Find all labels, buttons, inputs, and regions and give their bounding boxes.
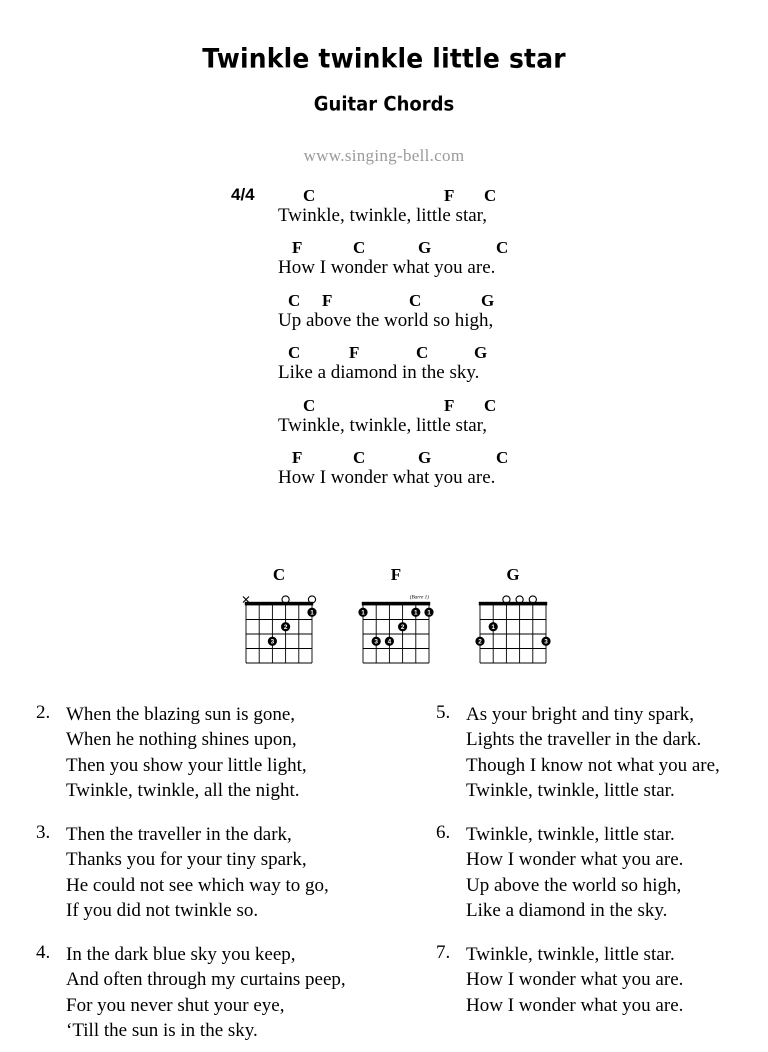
chord-label: C bbox=[303, 395, 316, 415]
page-subtitle: Guitar Chords bbox=[313, 93, 455, 116]
chord-label: C bbox=[409, 290, 422, 310]
chord-diagram-row bbox=[0, 566, 768, 676]
chord-label: C bbox=[496, 448, 509, 468]
chord-label: C bbox=[353, 448, 366, 468]
chord-label: F bbox=[322, 290, 333, 310]
finger-dot bbox=[489, 622, 498, 631]
verse-line: Up above the world so high, bbox=[466, 874, 682, 896]
chord-row bbox=[278, 291, 608, 310]
verse-lines bbox=[466, 942, 683, 1018]
verse-line: How I wonder what you are. bbox=[466, 994, 684, 1016]
finger-number: 1 bbox=[310, 609, 314, 617]
verse-line: For you never shut your eye, bbox=[66, 994, 285, 1016]
chord-label: G bbox=[474, 343, 488, 363]
chord-barre-annotation: (Barre 1) bbox=[409, 594, 429, 601]
chord-label: C bbox=[416, 343, 429, 363]
page-title: Twinkle twinkle little star bbox=[202, 43, 566, 74]
finger-dot bbox=[385, 637, 394, 646]
verse bbox=[36, 702, 396, 803]
verse-number: 6. bbox=[436, 822, 451, 844]
muted-string-marker bbox=[243, 597, 249, 603]
song-line bbox=[278, 343, 608, 384]
verse bbox=[36, 822, 396, 923]
chord-row bbox=[278, 186, 608, 205]
finger-dot bbox=[358, 608, 367, 617]
verse bbox=[436, 702, 766, 803]
chord-row bbox=[278, 448, 608, 467]
verse bbox=[436, 822, 766, 923]
verse-lines bbox=[466, 822, 683, 923]
finger-dot bbox=[281, 622, 290, 631]
chord-diagram-grid bbox=[466, 585, 560, 672]
song-line bbox=[278, 186, 608, 227]
verse-line: Though I know not what you are, bbox=[466, 754, 720, 776]
verse-lines bbox=[66, 702, 307, 803]
finger-dot bbox=[398, 622, 407, 631]
time-signature: 4/4 bbox=[231, 185, 255, 204]
finger-dot bbox=[411, 608, 420, 617]
chord-label: F bbox=[444, 186, 455, 205]
verse-lines bbox=[66, 822, 329, 923]
site-url: www.singing-bell.com bbox=[303, 146, 465, 165]
chord-label: C bbox=[353, 238, 366, 258]
chord-label: C bbox=[484, 395, 497, 415]
verse-number: 7. bbox=[436, 942, 451, 964]
finger-number: 2 bbox=[400, 624, 405, 632]
finger-number: 3 bbox=[270, 638, 275, 646]
finger-number: 2 bbox=[283, 624, 288, 632]
verse-number: 3. bbox=[36, 822, 51, 844]
finger-number: 4 bbox=[387, 638, 392, 646]
chord-diagram-g bbox=[466, 566, 560, 672]
verse-line: Then the traveller in the dark, bbox=[66, 824, 292, 846]
fretboard-nut bbox=[479, 602, 547, 606]
finger-dot bbox=[372, 637, 381, 646]
verse-line: He could not see which way to go, bbox=[66, 874, 329, 896]
chord-label: F bbox=[292, 448, 303, 468]
chord-row bbox=[278, 238, 608, 257]
song-line bbox=[278, 448, 608, 489]
finger-number: 1 bbox=[361, 609, 365, 617]
chord-diagram-name: C bbox=[272, 565, 286, 584]
verse-lines bbox=[66, 942, 346, 1043]
verse-line: ‘Till the sun is in the sky. bbox=[66, 1019, 258, 1041]
chord-diagram-name: G bbox=[506, 565, 520, 584]
verse-line: And often through my curtains peep, bbox=[66, 969, 346, 991]
verse-line: How I wonder what you are. bbox=[466, 849, 684, 871]
chord-row bbox=[278, 396, 608, 415]
chord-label: C bbox=[288, 290, 301, 310]
verse-number: 2. bbox=[36, 702, 51, 723]
chord-label: G bbox=[481, 290, 495, 310]
verse-line: Thanks you for your tiny spark, bbox=[66, 849, 307, 871]
finger-number: 3 bbox=[544, 638, 548, 646]
verse-line: Twinkle, twinkle, little star. bbox=[466, 944, 675, 966]
chord-diagram-f bbox=[349, 566, 443, 672]
verse-line: When the blazing sun is gone, bbox=[66, 704, 296, 725]
finger-dot bbox=[541, 637, 550, 646]
fretboard-nut bbox=[245, 602, 313, 606]
chord-label: C bbox=[303, 186, 316, 205]
verse-number: 4. bbox=[36, 942, 51, 964]
lyric-line: Twinkle, twinkle, little star, bbox=[278, 414, 487, 436]
verse bbox=[436, 942, 766, 1018]
verse-line: When he nothing shines upon, bbox=[66, 729, 297, 751]
lyric-line: How I wonder what you are. bbox=[278, 467, 496, 489]
chord-diagram-grid bbox=[232, 585, 326, 672]
chord-label: G bbox=[418, 238, 432, 258]
chord-label: C bbox=[496, 238, 509, 258]
verse-line: In the dark blue sky you keep, bbox=[66, 944, 296, 966]
finger-number: 2 bbox=[478, 638, 482, 646]
verse-line: Twinkle, twinkle, little star. bbox=[466, 824, 675, 846]
verse-line: As your bright and tiny spark, bbox=[466, 704, 694, 725]
song-line bbox=[278, 238, 608, 279]
chord-diagram-name: F bbox=[390, 565, 402, 584]
lyric-line: Up above the world so high, bbox=[278, 309, 494, 331]
verse-number: 5. bbox=[436, 702, 451, 723]
chord-label: F bbox=[444, 395, 455, 415]
chord-label: G bbox=[418, 448, 432, 468]
chord-lyric-block bbox=[278, 186, 608, 500]
finger-dot bbox=[268, 637, 277, 646]
verse-line: Lights the traveller in the dark. bbox=[466, 729, 702, 751]
chord-row bbox=[278, 343, 608, 362]
verse-column-left bbox=[36, 702, 396, 1052]
verse bbox=[36, 942, 396, 1043]
chord-label: F bbox=[349, 343, 360, 363]
verse-line: How I wonder what you are. bbox=[466, 969, 684, 991]
verse-column-right bbox=[436, 702, 766, 1037]
finger-dot bbox=[307, 608, 316, 617]
fretboard-nut bbox=[362, 602, 430, 606]
song-line bbox=[278, 291, 608, 332]
chord-diagram-c bbox=[232, 566, 326, 672]
finger-number: 3 bbox=[374, 638, 378, 646]
lyric-line: Like a diamond in the sky. bbox=[278, 362, 480, 384]
chord-diagram-grid bbox=[349, 585, 443, 672]
finger-number: 1 bbox=[491, 624, 495, 632]
finger-dot bbox=[475, 637, 484, 646]
lyric-line: Twinkle, twinkle, little star, bbox=[278, 205, 487, 226]
chord-label: C bbox=[484, 186, 497, 205]
finger-dot bbox=[424, 608, 433, 617]
chord-label: C bbox=[288, 343, 301, 363]
verse-line: If you did not twinkle so. bbox=[66, 899, 259, 921]
lyric-line: How I wonder what you are. bbox=[278, 257, 496, 279]
finger-number: 1 bbox=[427, 609, 431, 617]
finger-number: 1 bbox=[414, 609, 418, 617]
chord-label: F bbox=[292, 238, 303, 258]
verse-lines bbox=[466, 702, 720, 803]
verse-line: Then you show your little light, bbox=[66, 754, 307, 776]
verse-line: Twinkle, twinkle, all the night. bbox=[66, 779, 300, 801]
verse-line: Twinkle, twinkle, little star. bbox=[466, 779, 675, 801]
verse-line: Like a diamond in the sky. bbox=[466, 899, 668, 921]
song-line bbox=[278, 396, 608, 437]
